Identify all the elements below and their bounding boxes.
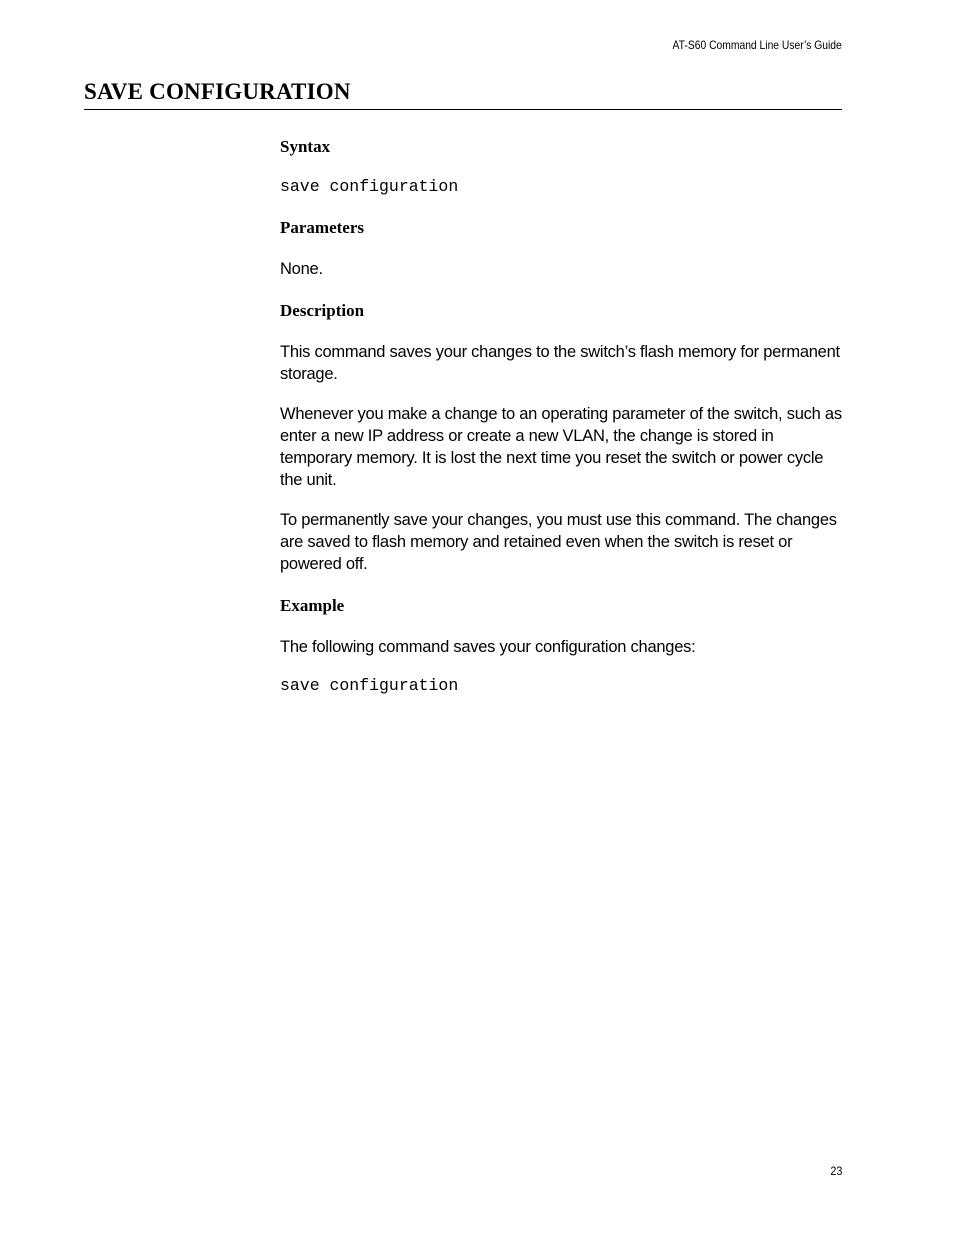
page-title: SAVE CONFIGURATION xyxy=(84,79,351,104)
title-rule xyxy=(84,109,842,110)
example-text: The following command saves your configuration changes: xyxy=(280,638,696,656)
running-header: AT-S60 Command Line User’s Guide xyxy=(672,38,842,52)
description-heading: Description xyxy=(280,301,365,320)
example-code: save configuration xyxy=(280,676,459,695)
content-column xyxy=(280,137,842,696)
page-number: 23 xyxy=(829,1164,842,1178)
syntax-heading: Syntax xyxy=(280,137,331,156)
description-paragraph: To permanently save your changes, you must use this command. The changes are saved to flash memory and retained even when the switch is reset or powered off. xyxy=(280,511,837,573)
description-paragraph: This command saves your changes to the switch’s flash memory for permanent storage. xyxy=(280,343,840,383)
syntax-code: save configuration xyxy=(280,177,459,196)
description-paragraph: Whenever you make a change to an operating parameter of the switch, such as enter a new IP address or create a new VLAN, the change is stored in temporary memory. It is lost the next time you reset the switch or power cycle the unit. xyxy=(280,405,842,489)
example-heading: Example xyxy=(280,596,345,615)
parameters-heading: Parameters xyxy=(280,218,365,237)
parameters-text: None. xyxy=(280,260,323,278)
